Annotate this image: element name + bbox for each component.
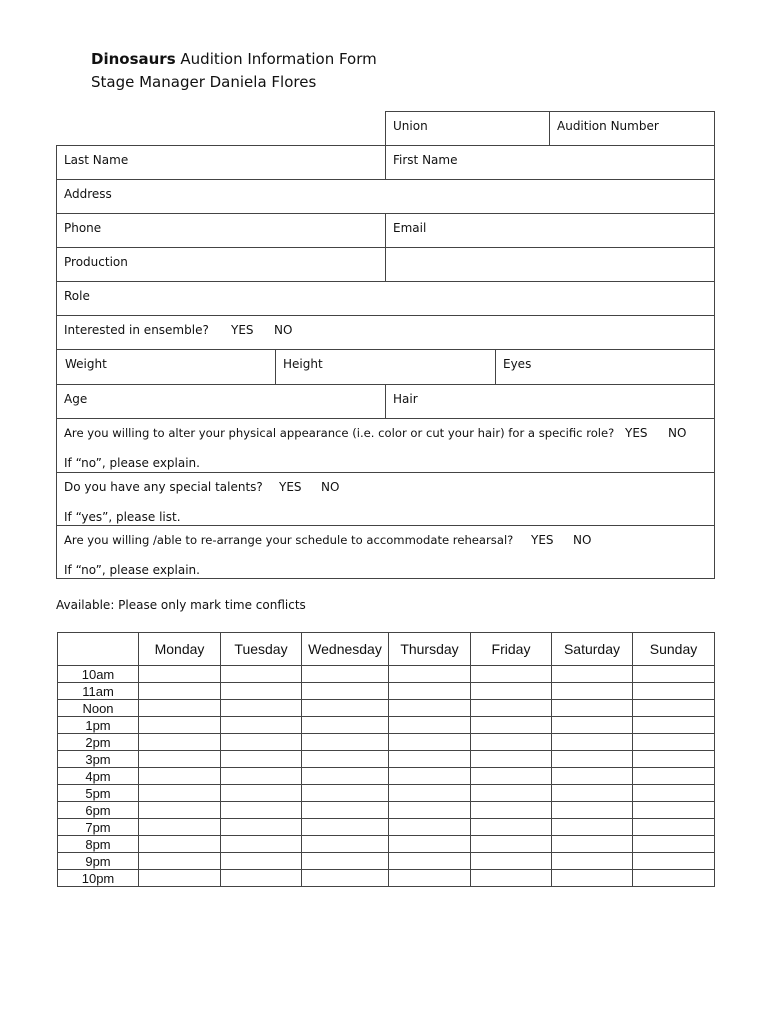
availability-cell[interactable]: [389, 717, 471, 734]
availability-cell[interactable]: [139, 819, 221, 836]
availability-cell[interactable]: [221, 802, 302, 819]
ensemble-question: Interested in ensemble?: [64, 323, 209, 337]
availability-cell[interactable]: [633, 853, 715, 870]
availability-cell[interactable]: [633, 785, 715, 802]
appearance-yes[interactable]: YES: [625, 426, 648, 440]
eyes-field[interactable]: [495, 349, 715, 385]
first-name-field[interactable]: [385, 145, 715, 180]
hair-field[interactable]: [385, 384, 715, 419]
time-label: 11am: [58, 683, 139, 700]
availability-cell[interactable]: [552, 836, 633, 853]
availability-cell[interactable]: [471, 836, 552, 853]
age-field[interactable]: [56, 384, 386, 419]
availability-cell[interactable]: [471, 802, 552, 819]
availability-cell[interactable]: [302, 802, 389, 819]
schedule-question: Are you willing /able to re-arrange your schedule to accommodate rehearsal?: [64, 533, 514, 547]
availability-cell[interactable]: [139, 700, 221, 717]
height-field[interactable]: [275, 349, 496, 385]
availability-cell[interactable]: [221, 734, 302, 751]
title-line: [91, 48, 377, 71]
availability-cell[interactable]: [471, 853, 552, 870]
time-row: [58, 768, 715, 785]
availability-cell[interactable]: [471, 717, 552, 734]
availability-table: [57, 632, 715, 887]
availability-cell[interactable]: [139, 717, 221, 734]
availability-cell[interactable]: [302, 870, 389, 887]
time-label: 4pm: [58, 768, 139, 785]
schedule-row: [56, 525, 715, 579]
availability-cell[interactable]: [552, 666, 633, 683]
days-header-row: [58, 633, 715, 666]
availability-cell[interactable]: [552, 751, 633, 768]
availability-cell[interactable]: [552, 700, 633, 717]
availability-cell[interactable]: [471, 751, 552, 768]
availability-cell[interactable]: [389, 700, 471, 717]
time-row: [58, 717, 715, 734]
availability-cell[interactable]: [139, 870, 221, 887]
phone-label: Phone: [64, 221, 102, 235]
availability-cell[interactable]: [633, 836, 715, 853]
availability-cell[interactable]: [389, 802, 471, 819]
time-row: [58, 734, 715, 751]
availability-cell[interactable]: [389, 768, 471, 785]
availability-cell[interactable]: [302, 751, 389, 768]
availability-cell[interactable]: [389, 870, 471, 887]
time-label: 2pm: [58, 734, 139, 751]
time-label: 8pm: [58, 836, 139, 853]
availability-cell[interactable]: [552, 870, 633, 887]
availability-cell[interactable]: [139, 734, 221, 751]
first-name-label: First Name: [393, 153, 458, 167]
availability-cell[interactable]: [552, 853, 633, 870]
availability-cell[interactable]: [302, 666, 389, 683]
availability-cell[interactable]: [389, 819, 471, 836]
availability-cell[interactable]: [552, 768, 633, 785]
availability-cell[interactable]: [302, 768, 389, 785]
availability-cell[interactable]: [389, 785, 471, 802]
email-label: Email: [393, 221, 427, 235]
availability-cell[interactable]: [221, 666, 302, 683]
ensemble-yes[interactable]: YES: [231, 323, 254, 337]
availability-cell[interactable]: [389, 666, 471, 683]
availability-cell[interactable]: [139, 802, 221, 819]
availability-cell[interactable]: [139, 853, 221, 870]
talents-row: [56, 472, 715, 526]
schedule-yes[interactable]: YES: [531, 533, 554, 547]
availability-cell[interactable]: [221, 683, 302, 700]
availability-cell[interactable]: [139, 836, 221, 853]
availability-cell[interactable]: [221, 751, 302, 768]
availability-cell[interactable]: [302, 734, 389, 751]
weight-label: Weight: [65, 357, 107, 371]
availability-cell[interactable]: [552, 717, 633, 734]
availability-cell[interactable]: [633, 819, 715, 836]
availability-cell[interactable]: [633, 734, 715, 751]
availability-cell[interactable]: [221, 870, 302, 887]
availability-cell[interactable]: [633, 717, 715, 734]
availability-cell[interactable]: [633, 768, 715, 785]
availability-cell[interactable]: [471, 870, 552, 887]
time-row: [58, 819, 715, 836]
availability-cell[interactable]: [552, 819, 633, 836]
time-label: 1pm: [58, 717, 139, 734]
availability-cell[interactable]: [552, 683, 633, 700]
availability-cell[interactable]: [302, 836, 389, 853]
production-label: Production: [64, 255, 128, 269]
email-field[interactable]: [385, 213, 715, 248]
union-field[interactable]: [385, 111, 550, 146]
ensemble-row: [56, 315, 715, 350]
role-field[interactable]: [56, 281, 715, 316]
availability-cell[interactable]: [471, 700, 552, 717]
production-extra-field[interactable]: [385, 247, 715, 282]
schedule-no[interactable]: NO: [573, 533, 592, 547]
address-field[interactable]: [56, 179, 715, 214]
form-title: [91, 48, 377, 94]
time-row: [58, 683, 715, 700]
ensemble-no[interactable]: NO: [274, 323, 293, 337]
day-header: Wednesday: [302, 633, 389, 666]
day-header: Thursday: [389, 633, 471, 666]
address-label: Address: [64, 187, 112, 201]
availability-cell[interactable]: [302, 683, 389, 700]
talents-list: If “yes”, please list.: [64, 510, 181, 524]
time-row: [58, 751, 715, 768]
availability-cell[interactable]: [633, 683, 715, 700]
time-label: 3pm: [58, 751, 139, 768]
time-label: 6pm: [58, 802, 139, 819]
availability-cell[interactable]: [302, 700, 389, 717]
day-header: Sunday: [633, 633, 715, 666]
appearance-question: Are you willing to alter your physical appearance (i.e. color or cut your hair) for a specific role?: [64, 426, 615, 440]
eyes-label: Eyes: [503, 357, 532, 371]
union-label: Union: [393, 119, 428, 133]
time-label: 7pm: [58, 819, 139, 836]
day-header: Tuesday: [221, 633, 302, 666]
availability-cell[interactable]: [302, 717, 389, 734]
availability-note: Available: Please only mark time conflicts: [56, 598, 306, 612]
availability-cell[interactable]: [471, 734, 552, 751]
talents-no[interactable]: NO: [321, 480, 340, 494]
availability-cell[interactable]: [633, 666, 715, 683]
availability-cell[interactable]: [389, 836, 471, 853]
availability-cell[interactable]: [389, 853, 471, 870]
availability-cell[interactable]: [552, 802, 633, 819]
availability-cell[interactable]: [302, 819, 389, 836]
last-name-label: Last Name: [64, 153, 129, 167]
appearance-explain: If “no”, please explain.: [64, 456, 200, 470]
time-row: [58, 870, 715, 887]
availability-cell[interactable]: [633, 751, 715, 768]
availability-cell[interactable]: [633, 870, 715, 887]
height-label: Height: [283, 357, 323, 371]
availability-cell[interactable]: [471, 768, 552, 785]
phone-field[interactable]: [56, 213, 386, 248]
title-rest: Audition Information Form: [175, 50, 377, 68]
time-row: [58, 836, 715, 853]
audition-number-label: Audition Number: [557, 119, 659, 133]
talents-question: Do you have any special talents?: [64, 480, 263, 494]
appearance-row: [56, 418, 715, 473]
day-header: Monday: [139, 633, 221, 666]
availability-cell[interactable]: [471, 666, 552, 683]
day-header: Friday: [471, 633, 552, 666]
time-row: [58, 853, 715, 870]
time-label: 10pm: [58, 870, 139, 887]
time-row: [58, 666, 715, 683]
talents-yes[interactable]: YES: [279, 480, 302, 494]
availability-cell[interactable]: [633, 802, 715, 819]
time-row: [58, 785, 715, 802]
time-row: [58, 802, 715, 819]
availability-cell[interactable]: [139, 683, 221, 700]
title-bold: Dinosaurs: [91, 50, 176, 68]
availability-cell[interactable]: [139, 751, 221, 768]
day-header: Saturday: [552, 633, 633, 666]
time-label: 9pm: [58, 853, 139, 870]
availability-cell[interactable]: [139, 768, 221, 785]
time-label: 5pm: [58, 785, 139, 802]
availability-cell[interactable]: [221, 819, 302, 836]
availability-cell[interactable]: [633, 700, 715, 717]
appearance-no[interactable]: NO: [668, 426, 687, 440]
time-row: [58, 700, 715, 717]
availability-body: [58, 666, 715, 887]
time-label: Noon: [58, 700, 139, 717]
subtitle: Stage Manager Daniela Flores: [91, 73, 317, 91]
corner-cell: [58, 633, 139, 666]
age-label: Age: [64, 392, 88, 406]
availability-cell[interactable]: [389, 683, 471, 700]
availability-cell[interactable]: [302, 853, 389, 870]
availability-cell[interactable]: [302, 785, 389, 802]
availability-cell[interactable]: [389, 751, 471, 768]
availability-cell[interactable]: [221, 768, 302, 785]
availability-cell[interactable]: [389, 734, 471, 751]
role-label: Role: [64, 289, 90, 303]
hair-label: Hair: [393, 392, 418, 406]
schedule-explain: If “no”, please explain.: [64, 563, 200, 577]
availability-cell[interactable]: [221, 717, 302, 734]
availability-cell[interactable]: [552, 734, 633, 751]
weight-field[interactable]: [56, 349, 276, 385]
audition-number-field[interactable]: [549, 111, 715, 146]
availability-cell[interactable]: [221, 700, 302, 717]
availability-cell[interactable]: [221, 853, 302, 870]
availability-cell[interactable]: [139, 785, 221, 802]
time-label: 10am: [58, 666, 139, 683]
availability-cell[interactable]: [139, 666, 221, 683]
availability-cell[interactable]: [221, 785, 302, 802]
availability-cell[interactable]: [471, 683, 552, 700]
availability-cell[interactable]: [552, 785, 633, 802]
availability-cell[interactable]: [221, 836, 302, 853]
production-field[interactable]: [56, 247, 386, 282]
availability-cell[interactable]: [471, 785, 552, 802]
availability-cell[interactable]: [471, 819, 552, 836]
last-name-field[interactable]: [56, 145, 386, 180]
